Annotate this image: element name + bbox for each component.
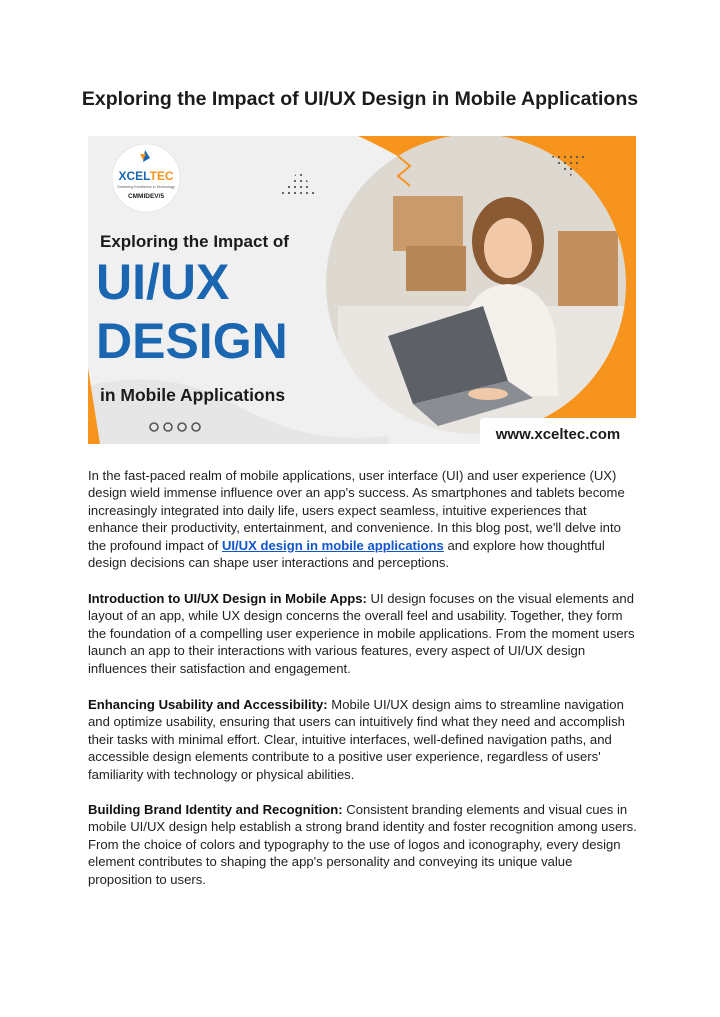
hero-banner-image [88, 136, 636, 444]
paragraph-heading: Building Brand Identity and Recognition: [88, 802, 343, 817]
svg-text:CMMIDEV/5: CMMIDEV/5 [127, 193, 165, 200]
paragraph-brand-identity: Building Brand Identity and Recognition: Consistent branding elements and visual cues in mobile UI/UX design help establish a strong brand identity and foster recognition among users. From the choice of colors and typography to the use of logos and iconography, every design element contributes to shaping the app's personality and conveying its unique value proposition to users. [88, 802, 637, 887]
paragraph-usability: Enhancing Usability and Accessibility: Mobile UI/UX design aims to streamline navigation and optimize usability, ensuring that users can intuitively find what they need and accomplish their tasks with minimal effort. Clear, intuitive interfaces, well-defined navigation paths, and accessible design elements contribute to a positive user experience, regardless of users' familiarity with technology or physical abilities. [88, 697, 625, 782]
website-label: www.xceltec.com [495, 426, 621, 443]
paragraph-intro: In the fast-paced realm of mobile applications, user interface (UI) and user experience (UX) design wield immense influence over an app's success. As smartphones and tablets become increasingly integrated into daily life, users expect seamless, intuitive experiences that enhance their productivity, entertainment, and convenience. In this blog post, we'll delve into the profound impact of UI/UX design in mobile applications and explore how thoughtful design decisions can shape user interactions and perceptions. [88, 468, 625, 571]
document-title: Exploring the Impact of UI/UX Design in Mobile Applications [81, 88, 639, 110]
banner-heading-line4: in Mobile Applications [100, 385, 286, 405]
xceltec-logo [112, 144, 180, 212]
paragraph-introduction-ui-ux: Introduction to UI/UX Design in Mobile Apps: UI design focuses on the visual elements and layout of an app, while UX design concerns the overall feel and usability. Together, they form the foundation of a compelling user experience in mobile applications. From the moment users launch an app to their interactions with various features, every aspect of UI/UX design influences their satisfaction and engagement. [88, 591, 635, 676]
banner-heading-line3: DESIGN [96, 313, 288, 369]
svg-text:Delivering Excellence in Techn: Delivering Excellence in Technology [117, 185, 175, 189]
paragraph-heading: Enhancing Usability and Accessibility: [88, 697, 328, 712]
banner-heading-line2: UI/UX [96, 254, 230, 310]
ui-ux-design-link[interactable]: UI/UX design in mobile applications [221, 537, 444, 553]
svg-text:XCELTEC: XCELTEC [118, 169, 174, 183]
paragraph-heading: Introduction to UI/UX Design in Mobile Apps: [88, 591, 367, 606]
banner-heading-line1: Exploring the Impact of [100, 232, 289, 251]
